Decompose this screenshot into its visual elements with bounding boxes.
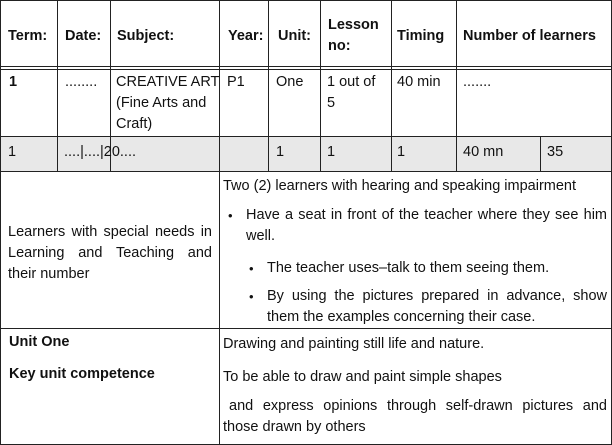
row2-timing: 1 bbox=[397, 144, 406, 160]
special-needs-bullet-2: The teacher uses–talk to them seeing them. bbox=[267, 260, 550, 276]
row2-unit: 1 bbox=[276, 144, 285, 160]
header-timing: Timing bbox=[397, 28, 445, 44]
header-unit: Unit: bbox=[278, 28, 312, 44]
row1-subject-line3: Craft) bbox=[116, 116, 153, 132]
row1-lesson-line1: 1 out of bbox=[327, 74, 376, 90]
header-lesson-line1: Lesson bbox=[328, 17, 379, 33]
special-needs-bullet-1: Have a seat in front of the teacher where they see him well. bbox=[246, 207, 607, 244]
header-lesson-line2: no: bbox=[328, 38, 351, 54]
competence-label: Key unit competence bbox=[9, 366, 155, 382]
row1-term: 1 bbox=[9, 74, 18, 90]
header-number-of-learners: Number of learners bbox=[463, 28, 596, 44]
row2-learners: 35 bbox=[547, 144, 564, 160]
unit-label: Unit One bbox=[9, 334, 70, 350]
row1-subject-line1: CREATIVE ART bbox=[116, 74, 220, 90]
row1-timing: 40 min bbox=[397, 74, 441, 90]
header-term: Term: bbox=[8, 28, 48, 44]
row2-date: ....|....|20.... bbox=[64, 144, 137, 160]
row1-subject-line2: (Fine Arts and bbox=[116, 95, 207, 111]
header-subject: Subject: bbox=[117, 28, 175, 44]
header-year: Year: bbox=[228, 28, 264, 44]
row2-minutes: 40 mn bbox=[463, 144, 504, 160]
row1-learners: ....... bbox=[463, 74, 492, 90]
competence-line-1: To be able to draw and paint simple shapes bbox=[223, 369, 502, 385]
row1-date: ........ bbox=[65, 74, 98, 90]
row1-year: P1 bbox=[227, 74, 245, 90]
row2-lesson: 1 bbox=[327, 144, 336, 160]
competence-line-2: and express opinions through self-drawn pictures and those drawn by others bbox=[223, 398, 607, 435]
row1-unit: One bbox=[276, 74, 304, 90]
special-needs-bullet-3: By using the pictures prepared in advance, show them the examples concerning their case. bbox=[267, 288, 607, 325]
header-date: Date: bbox=[65, 28, 102, 44]
row1-lesson-line2: 5 bbox=[327, 95, 336, 111]
bullet-dot-3: • bbox=[249, 289, 254, 304]
row2-term: 1 bbox=[8, 144, 17, 160]
special-needs-heading: Two (2) learners with hearing and speaking impairment bbox=[223, 178, 577, 194]
bullet-dot-1: • bbox=[228, 208, 233, 223]
special-needs-label: Learners with special needs in Learning and Teaching and their number bbox=[8, 224, 212, 282]
unit-title: Drawing and painting still life and nature. bbox=[223, 336, 485, 352]
bullet-dot-2: • bbox=[249, 261, 254, 276]
